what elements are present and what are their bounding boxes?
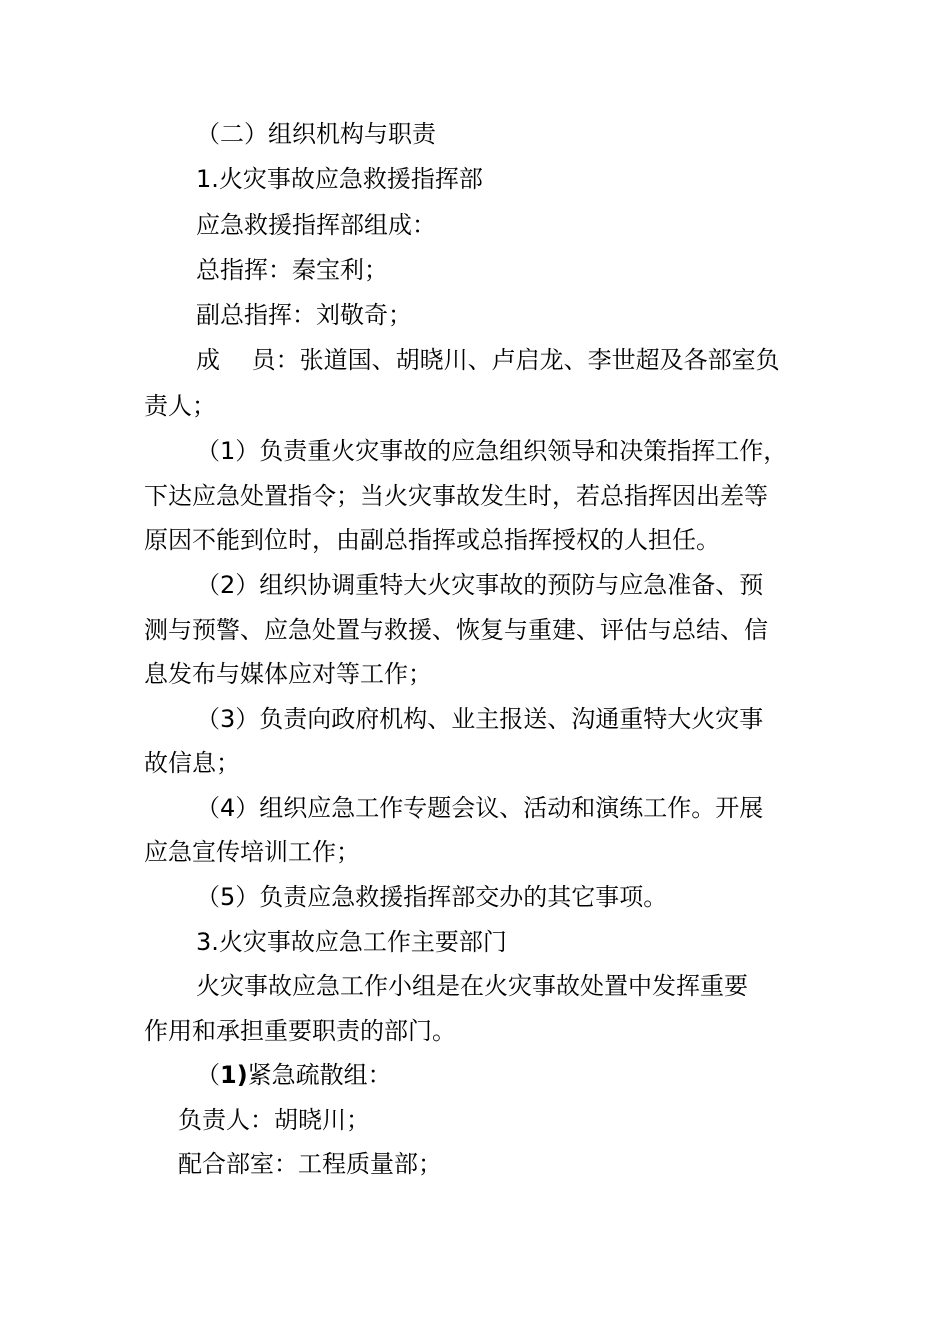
composition-label: 应急救援指挥部组成： xyxy=(196,211,436,239)
group-1-name: 紧急疏散组： xyxy=(247,1061,392,1089)
members-line-2: 责人； xyxy=(144,392,216,420)
duty-4-line-2: 应急宣传培训工作； xyxy=(144,838,360,866)
intro-line-2: 作用和承担重要职责的部门。 xyxy=(144,1017,456,1045)
duty-2-line-3: 息发布与媒体应对等工作； xyxy=(144,660,432,688)
heading-command-center: 1.火灾事故应急救援指挥部 xyxy=(196,165,483,193)
heading-main-departments: 3.火灾事故应急工作主要部门 xyxy=(196,928,507,956)
section-heading: （二）组织机构与职责 xyxy=(196,120,436,148)
duty-1-line-2: 下达应急处置指令；当火灾事故发生时，若总指挥因出差等 xyxy=(144,482,768,510)
duty-1-line-3: 原因不能到位时，由副总指挥或总指挥授权的人担任。 xyxy=(144,526,720,554)
duty-2-line-2: 测与预警、应急处置与救援、恢复与重建、评估与总结、信 xyxy=(144,616,768,644)
intro-line-1: 火灾事故应急工作小组是在火灾事故处置中发挥重要 xyxy=(196,972,748,1000)
members-line-1: 成 员：张道国、胡晓川、卢启龙、李世超及各部室负 xyxy=(196,346,780,374)
duty-3-line-1: （3）负责向政府机构、业主报送、沟通重特大火灾事 xyxy=(196,705,764,733)
group-1-number: 1) xyxy=(220,1061,248,1089)
duty-5-line: （5）负责应急救援指挥部交办的其它事项。 xyxy=(196,883,668,911)
group-1-leader-line: 负责人：胡晓川； xyxy=(178,1106,370,1134)
duty-2-line-1: （2）组织协调重特大火灾事故的预防与应急准备、预 xyxy=(196,571,764,599)
duty-4-line-1: （4）组织应急工作专题会议、活动和演练工作。开展 xyxy=(196,794,764,822)
duty-1-line-1: （1）负责重火灾事故的应急组织领导和决策指挥工作， xyxy=(196,437,788,465)
deputy-commander-line: 副总指挥：刘敬奇； xyxy=(196,301,412,329)
group-1-dept-line: 配合部室：工程质量部； xyxy=(178,1150,442,1178)
duty-3-line-2: 故信息； xyxy=(144,749,240,777)
commander-line: 总指挥：秦宝利； xyxy=(196,256,388,284)
group-1-heading xyxy=(196,1060,392,1090)
group-1-prefix: （ xyxy=(196,1061,220,1089)
